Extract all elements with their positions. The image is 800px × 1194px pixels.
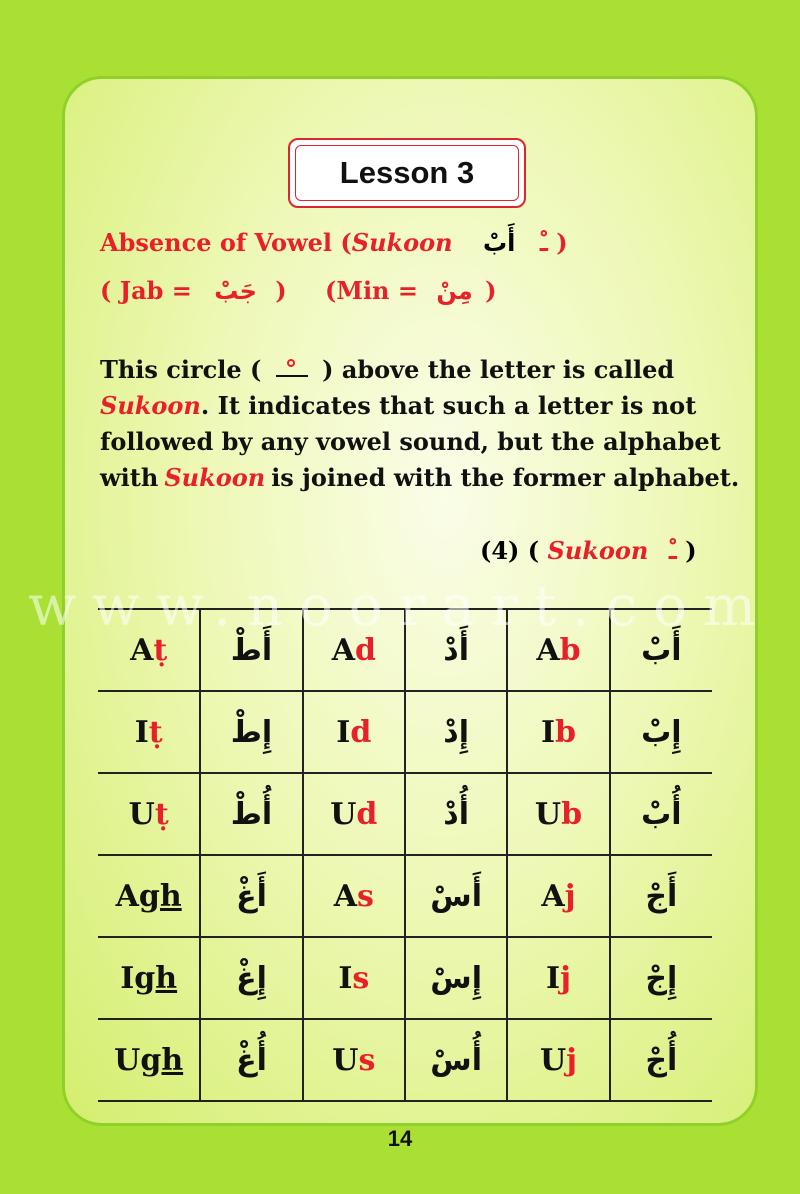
- arabic-syllable: أُبْ: [641, 796, 682, 832]
- arabic-cell: [405, 773, 507, 855]
- exercise-close: ): [685, 536, 697, 565]
- examples-line: [100, 276, 497, 305]
- para-l1-a: This circle (: [100, 355, 262, 384]
- arabic-syllable: أَبْ: [641, 632, 682, 668]
- para-l3: followed by any vowel sound, but the alphabet: [100, 427, 721, 456]
- para-l4-a: with: [100, 463, 159, 492]
- translit-vowel: U: [128, 796, 155, 832]
- translit-consonant: ṭ: [154, 796, 169, 832]
- transliteration-cell: [507, 691, 609, 773]
- exercise-number: (4) (: [480, 536, 540, 565]
- arabic-syllable: أَطْ: [230, 632, 273, 668]
- table-row: [98, 937, 712, 1019]
- transliteration-cell: [303, 855, 405, 937]
- arabic-cell: [610, 691, 712, 773]
- arabic-cell: [610, 1019, 712, 1101]
- arabic-syllable: أُدْ: [443, 796, 469, 832]
- translit-consonant: b: [555, 714, 576, 750]
- arabic-syllable: إِجْ: [645, 960, 678, 996]
- arabic-cell: [200, 773, 302, 855]
- translit-consonant: gh: [134, 960, 178, 996]
- exercise-term: Sukoon: [547, 536, 649, 565]
- translit-consonant: ṭ: [148, 714, 163, 750]
- sukoon-mark-icon: [270, 359, 314, 385]
- para-line-4: [100, 460, 740, 496]
- arabic-syllable: أَدْ: [443, 632, 469, 668]
- translit-consonant: gh: [140, 1042, 184, 1078]
- translit-vowel: I: [134, 714, 149, 750]
- transliteration-cell: [303, 773, 405, 855]
- translit-vowel: A: [536, 632, 560, 668]
- arabic-syllable: أُغْ: [236, 1042, 267, 1078]
- jab-close: ): [275, 276, 287, 305]
- translit-consonant: gh: [138, 878, 182, 914]
- para-l1-b: ) above the letter is called: [322, 355, 675, 384]
- arabic-cell: [200, 1019, 302, 1101]
- jab-label: ( Jab =: [100, 276, 192, 305]
- arabic-syllable: أُجْ: [645, 1042, 678, 1078]
- para-l4-term: Sukoon: [164, 463, 266, 492]
- exercise-subheading: [480, 536, 697, 565]
- heading-suffix: ): [556, 228, 568, 257]
- translit-consonant: s: [352, 960, 370, 996]
- transliteration-cell: [507, 937, 609, 1019]
- arabic-cell: [405, 937, 507, 1019]
- table-row: [98, 1019, 712, 1101]
- arabic-cell: [405, 1019, 507, 1101]
- translit-consonant: d: [354, 632, 376, 668]
- arabic-syllable: إِطْ: [230, 714, 273, 750]
- arabic-cell: [200, 691, 302, 773]
- exercise-mark: ـْ: [668, 537, 677, 565]
- para-l2-rest: . It indicates that such a letter is not: [200, 391, 697, 420]
- arabic-cell: [405, 609, 507, 691]
- table-row: [98, 855, 712, 937]
- translit-consonant: s: [358, 1042, 376, 1078]
- translit-vowel: A: [541, 878, 565, 914]
- translit-consonant: j: [564, 878, 576, 914]
- transliteration-cell: [507, 1019, 609, 1101]
- table-row: [98, 773, 712, 855]
- translit-vowel: A: [331, 632, 355, 668]
- translit-consonant: s: [357, 878, 374, 914]
- arabic-cell: [610, 609, 712, 691]
- arabic-cell: [200, 855, 302, 937]
- para-line-3: [100, 424, 721, 460]
- arabic-syllable: أَسْ: [430, 878, 482, 914]
- arabic-syllable: أَجْ: [645, 878, 678, 914]
- para-l2-term: Sukoon: [100, 391, 201, 420]
- arabic-syllable: إِبْ: [641, 714, 682, 750]
- translit-vowel: I: [338, 960, 353, 996]
- transliteration-cell: [98, 1019, 200, 1101]
- translit-vowel: I: [546, 960, 561, 996]
- translit-consonant: ṭ: [153, 632, 168, 668]
- arabic-syllable: أَغْ: [236, 878, 267, 914]
- heading-mark: ـْ: [539, 229, 548, 257]
- lesson-title: Lesson 3: [295, 145, 519, 201]
- transliteration-cell: [303, 691, 405, 773]
- arabic-syllable: إِدْ: [443, 714, 469, 750]
- transliteration-cell: [303, 937, 405, 1019]
- watermark: www.noorart.com: [28, 574, 772, 639]
- min-label: (Min =: [325, 276, 418, 305]
- arabic-cell: [405, 855, 507, 937]
- transliteration-cell: [507, 855, 609, 937]
- table-row: [98, 691, 712, 773]
- jab-arabic: جَبْ: [214, 277, 257, 305]
- arabic-syllable: أُسْ: [430, 1042, 482, 1078]
- translit-vowel: I: [336, 714, 351, 750]
- arabic-cell: [200, 937, 302, 1019]
- arabic-syllable: أُطْ: [230, 796, 273, 832]
- lesson-title-box: [288, 138, 526, 208]
- sukoon-table: [98, 608, 712, 1102]
- arabic-cell: [405, 691, 507, 773]
- para-line-2: [100, 388, 696, 424]
- page-number: 14: [387, 1126, 413, 1151]
- translit-consonant: j: [566, 1042, 577, 1078]
- translit-vowel: U: [332, 1042, 359, 1078]
- arabic-cell: [610, 773, 712, 855]
- translit-vowel: A: [115, 878, 139, 914]
- transliteration-cell: [98, 937, 200, 1019]
- min-close: ): [485, 276, 497, 305]
- arabic-syllable: إِغْ: [236, 960, 267, 996]
- arabic-cell: [610, 855, 712, 937]
- translit-vowel: I: [120, 960, 135, 996]
- heading-prefix: Absence of Vowel (: [100, 228, 352, 257]
- arabic-cell: [610, 937, 712, 1019]
- translit-vowel: U: [539, 1042, 567, 1078]
- translit-consonant: b: [559, 632, 581, 668]
- explanation-paragraph: [100, 352, 740, 496]
- para-l4-b: is joined with the former alphabet.: [271, 463, 740, 492]
- heading-example: أَبْ: [482, 229, 516, 257]
- transliteration-cell: [507, 773, 609, 855]
- arabic-syllable: إِسْ: [430, 960, 482, 996]
- heading-term: Sukoon: [351, 228, 453, 257]
- translit-vowel: U: [534, 796, 562, 832]
- transliteration-cell: [98, 855, 200, 937]
- heading-line: [100, 228, 568, 257]
- translit-consonant: b: [561, 796, 583, 832]
- translit-consonant: d: [350, 714, 372, 750]
- arabic-cell: [200, 609, 302, 691]
- translit-consonant: d: [356, 796, 378, 832]
- transliteration-cell: [507, 609, 609, 691]
- transliteration-cell: [303, 609, 405, 691]
- translit-vowel: I: [540, 714, 555, 750]
- table-row: [98, 609, 712, 691]
- para-line-1: [100, 352, 696, 388]
- transliteration-cell: [303, 1019, 405, 1101]
- transliteration-cell: [98, 773, 200, 855]
- translit-vowel: A: [130, 632, 154, 668]
- transliteration-cell: [98, 609, 200, 691]
- translit-vowel: A: [333, 878, 358, 914]
- min-arabic: مِنْ: [436, 277, 473, 305]
- translit-consonant: j: [560, 960, 571, 996]
- translit-vowel: U: [114, 1042, 141, 1078]
- translit-vowel: U: [330, 796, 357, 832]
- transliteration-cell: [98, 691, 200, 773]
